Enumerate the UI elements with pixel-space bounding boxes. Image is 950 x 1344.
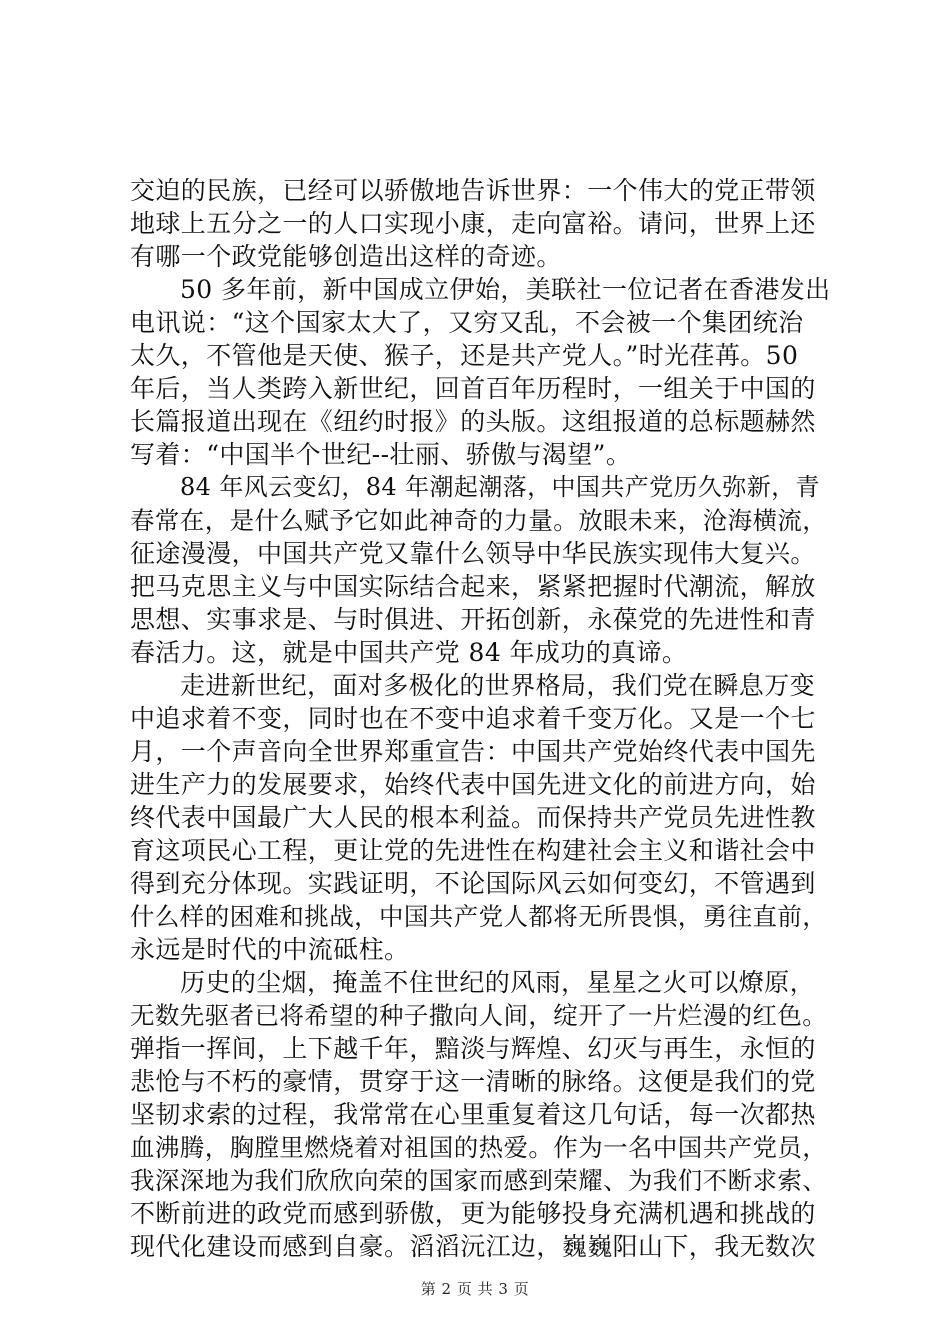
text-line: 悲怆与不朽的豪情，贯穿于这一清晰的脉络。这便是我们的党: [130, 1067, 816, 1096]
text-line: 春常在，是什么赋予它如此神奇的力量。放眼未来，沧海横流，: [130, 506, 828, 535]
text-line: 长篇报道出现在《纽约时报》的头版。这组报道的总标题赫然: [130, 407, 816, 436]
text-line: 年后，当人类跨入新世纪，回首百年历程时，一组关于中国的: [130, 374, 816, 403]
text-line: 思想、实事求是、与时俱进、开拓创新，永葆党的先进性和青: [130, 605, 816, 634]
text-line: 育这项民心工程，更让党的先进性在构建社会主义和谐社会中: [130, 836, 816, 865]
text-line: 春活力。这，就是中国共产党 84 年成功的真谛。: [130, 638, 688, 667]
text-line: 把马克思主义与中国实际结合起来，紧紧把握时代潮流，解放: [130, 572, 816, 601]
text-line: 地球上五分之一的人口实现小康，走向富裕。请问，世界上还: [130, 209, 816, 238]
text-line: 太久，不管他是天使、猴子，还是共产党人。”时光荏苒。50: [130, 341, 799, 370]
text-line: 弹指一挥间，上下越千年，黯淡与辉煌、幻灭与再生，永恒的: [130, 1034, 816, 1063]
paragraph-first-line: 历史的尘烟，掩盖不住世纪的风雨，星星之火可以燎原，: [180, 968, 816, 997]
text-line: 征途漫漫，中国共产党又靠什么领导中华民族实现伟大复兴。: [130, 539, 816, 568]
text-line: 我深深地为我们欣欣向荣的国家而感到荣耀、为我们不断求索、: [130, 1166, 828, 1195]
paragraph-first-line: 84 年风云变幻，84 年潮起潮落，中国共产党历久弥新，青: [180, 473, 820, 501]
paragraph-first-line: 走进新世纪，面对多极化的世界格局，我们党在瞬息万变: [180, 671, 816, 700]
document-body: [130, 174, 830, 1263]
text-line: 不断前进的政党而感到骄傲，更为能够投身充满机遇和挑战的: [130, 1199, 816, 1228]
text-line: 无数先驱者已将希望的种子撒向人间，绽开了一片烂漫的红色。: [130, 1001, 828, 1030]
text-line: 月，一个声音向全世界郑重宣告：中国共产党始终代表中国先: [130, 737, 816, 766]
text-line: 血沸腾，胸膛里燃烧着对祖国的热爱。作为一名中国共产党员，: [130, 1133, 828, 1162]
text-line: 电讯说：“这个国家太大了，又穷又乱，不会被一个集团统治: [130, 308, 804, 337]
page-number-footer: 第 2 页 共 3 页: [420, 1280, 530, 1298]
text-line: 坚韧求索的过程，我常常在心里重复着这几句话，每一次都热: [130, 1100, 816, 1129]
text-line: 交迫的民族，已经可以骄傲地告诉世界：一个伟大的党正带领: [130, 176, 816, 205]
text-line: 得到充分体现。实践证明，不论国际风云如何变幻，不管遇到: [130, 869, 816, 898]
text-line: 什么样的困难和挑战，中国共产党人都将无所畏惧，勇往直前，: [130, 902, 828, 931]
text-line: 进生产力的发展要求，始终代表中国先进文化的前进方向，始: [130, 770, 816, 799]
text-line: 永远是时代的中流砥柱。: [130, 935, 410, 964]
text-line: 有哪一个政党能够创造出这样的奇迹。: [130, 242, 562, 271]
text-line: 中追求着不变，同时也在不变中追求着千变万化。又是一个七: [130, 704, 816, 733]
paragraph-first-line: 50 多年前，新中国成立伊始，美联社一位记者在香港发出: [180, 275, 831, 304]
text-line: 终代表中国最广大人民的根本利益。而保持共产党员先进性教: [130, 803, 816, 832]
text-line: 现代化建设而感到自豪。滔滔沅江边，巍巍阳山下，我无数次: [130, 1232, 816, 1261]
text-line: 写着：“中国半个世纪--壮丽、骄傲与渴望”。: [130, 440, 632, 469]
